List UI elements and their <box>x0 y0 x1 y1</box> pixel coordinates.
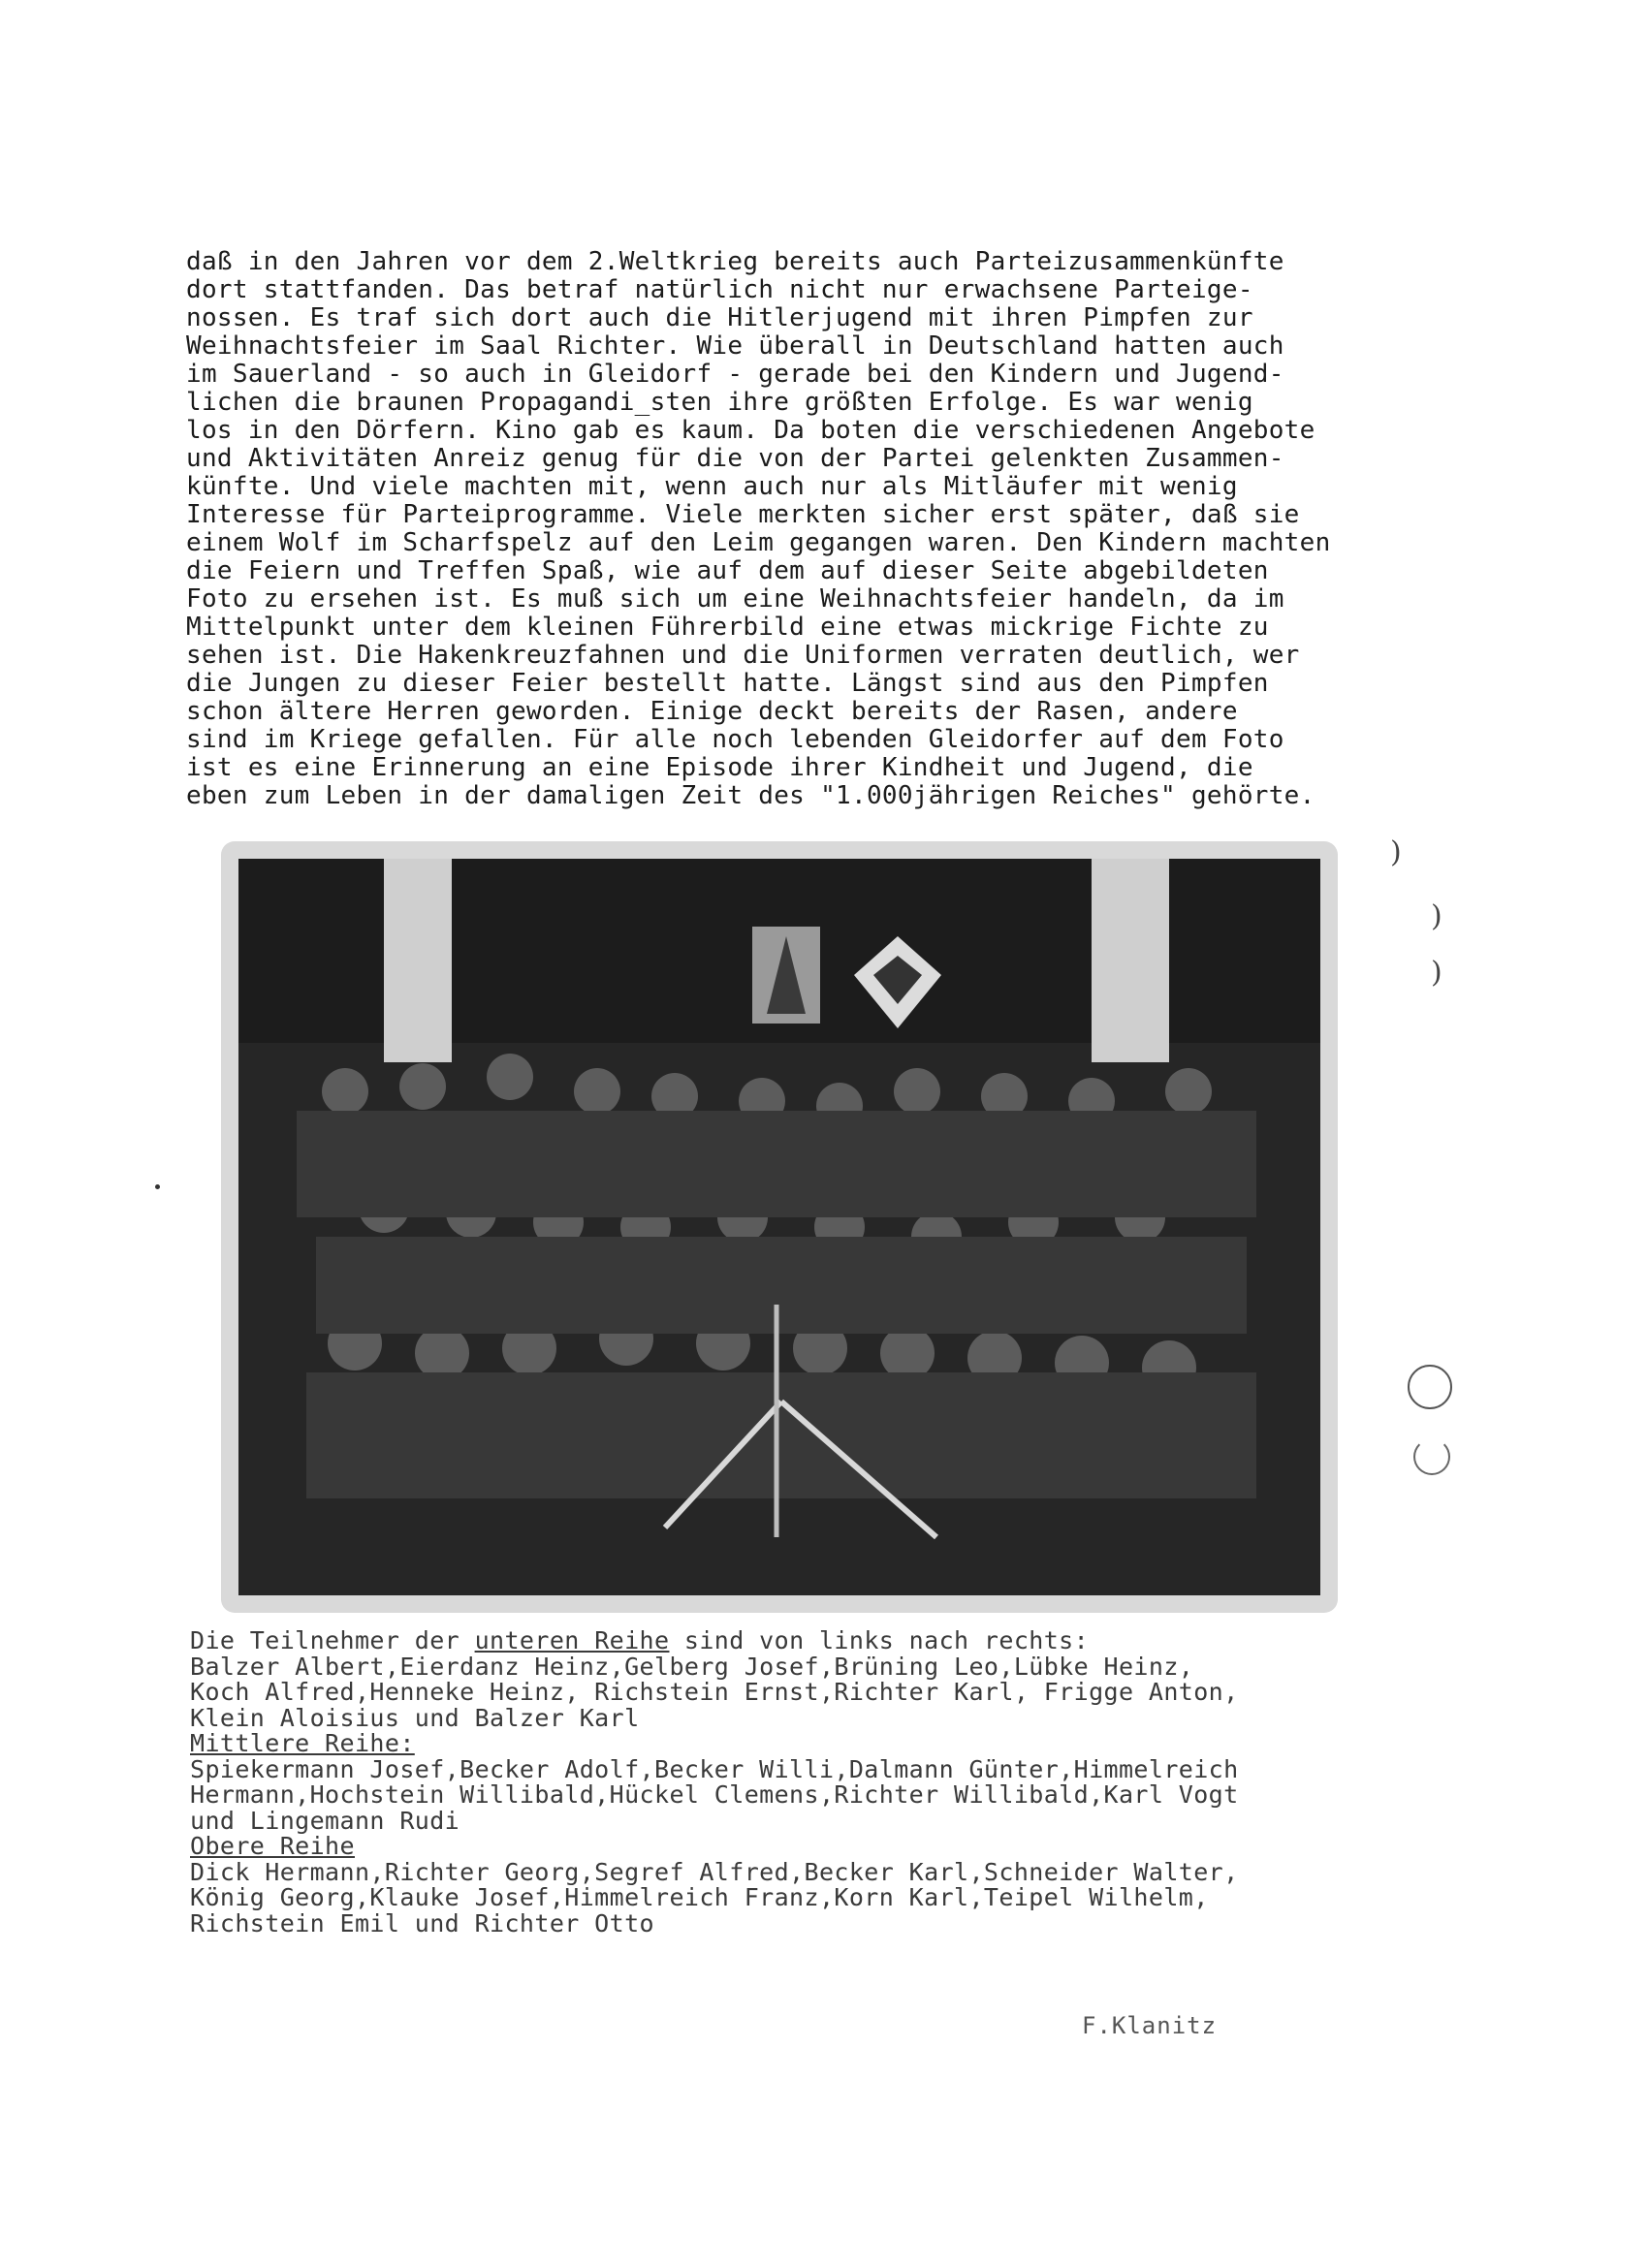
margin-mark: ) <box>1390 835 1402 869</box>
lower-row-line: Klein Aloisius und Balzer Karl <box>190 1703 640 1732</box>
text-line: eben zum Leben in der damaligen Zeit des "1.000jährigen Reiches" gehörte. <box>186 781 1315 810</box>
text-line: die Jungen zu dieser Feier bestellt hatte. Längst sind aus den Pimpfen <box>186 669 1269 698</box>
text-line: und Aktivitäten Anreiz genug für die von der Partei gelenkten Zusammen- <box>186 444 1284 473</box>
text-line: Interesse für Parteiprogramme. Viele merkten sicher erst später, daß sie <box>186 500 1300 529</box>
group-photo-image <box>238 859 1320 1595</box>
text-line: dort stattfanden. Das betraf natürlich nicht nur erwachsene Parteige- <box>186 275 1253 304</box>
text-line: ist es eine Erinnerung an eine Episode ihrer Kindheit und Jugend, die <box>186 753 1253 782</box>
text-line: schon ältere Herren geworden. Einige deckt bereits der Rasen, andere <box>186 697 1238 726</box>
lower-row-line: Balzer Albert,Eierdanz Heinz,Gelberg Josef,Brüning Leo,Lübke Heinz, <box>190 1652 1194 1681</box>
caption-intro-before: Die Teilnehmer der <box>190 1626 475 1654</box>
text-line: nossen. Es traf sich dort auch die Hitlerjugend mit ihren Pimpfen zur <box>186 303 1253 332</box>
text-line: sehen ist. Die Hakenkreuzfahnen und die Uniformen verraten deutlich, wer <box>186 641 1300 670</box>
author-signature: F.Klanitz <box>1082 2012 1218 2039</box>
text-line: sind im Kriege gefallen. Für alle noch lebenden Gleidorfer auf dem Foto <box>186 725 1284 754</box>
margin-mark: ) <box>1431 899 1442 933</box>
middle-row-line: Spiekermann Josef,Becker Adolf,Becker Willi,Dalmann Günter,Himmelreich <box>190 1754 1239 1783</box>
margin-mark: ) <box>1431 956 1442 990</box>
text-line: Mittelpunkt unter dem kleinen Führerbild eine etwas mickrige Fichte zu <box>186 613 1269 642</box>
upper-row-line: Dick Hermann,Richter Georg,Segref Alfred,Becker Karl,Schneider Walter, <box>190 1857 1239 1886</box>
text-line: los in den Dörfern. Kino gab es kaum. Da boten die verschiedenen Angebote <box>186 416 1315 445</box>
upper-row-line: Richstein Emil und Richter Otto <box>190 1908 654 1937</box>
punch-hole-mark <box>1408 1365 1452 1409</box>
caption-intro-after: sind von links nach rechts: <box>669 1626 1090 1654</box>
punch-hole-mark <box>1413 1438 1450 1475</box>
text-line: die Feiern und Treffen Spaß, wie auf dem auf dieser Seite abgebildeten <box>186 556 1269 585</box>
text-line: lichen die braunen Propagandi_sten ihre größten Erfolge. Es war wenig <box>186 388 1253 417</box>
upper-row-heading: Obere Reihe <box>190 1832 355 1860</box>
middle-row-heading: Mittlere Reihe: <box>190 1729 415 1757</box>
photo-caption <box>190 1628 1450 1937</box>
text-line: im Sauerland - so auch in Gleidorf - gerade bei den Kindern und Jugend- <box>186 360 1284 389</box>
caption-intro <box>190 1628 1450 1654</box>
body-text <box>186 248 1475 810</box>
text-line: Foto zu ersehen ist. Es muß sich um eine Weihnachtsfeier handeln, da im <box>186 584 1284 614</box>
text-line: künfte. Und viele machten mit, wenn auch nur als Mitläufer mit wenig <box>186 472 1238 501</box>
upper-row-line: König Georg,Klauke Josef,Himmelreich Franz,Korn Karl,Teipel Wilhelm, <box>190 1883 1209 1911</box>
text-line: daß in den Jahren vor dem 2.Weltkrieg bereits auch Parteizusammenkünfte <box>186 247 1284 276</box>
middle-row-line: Hermann,Hochstein Willibald,Hückel Clemens,Richter Willibald,Karl Vogt <box>190 1780 1239 1809</box>
text-line: Weihnachtsfeier im Saal Richter. Wie überall in Deutschland hatten auch <box>186 331 1284 361</box>
lower-row-line: Koch Alfred,Henneke Heinz, Richstein Ernst,Richter Karl, Frigge Anton, <box>190 1678 1239 1706</box>
caption-intro-underlined: unteren Reihe <box>474 1626 670 1654</box>
text-line: einem Wolf im Scharfspelz auf den Leim gegangen waren. Den Kindern machten <box>186 528 1331 557</box>
speck-mark <box>155 1184 160 1189</box>
group-photo <box>221 841 1338 1613</box>
middle-row-line: und Lingemann Rudi <box>190 1806 460 1835</box>
